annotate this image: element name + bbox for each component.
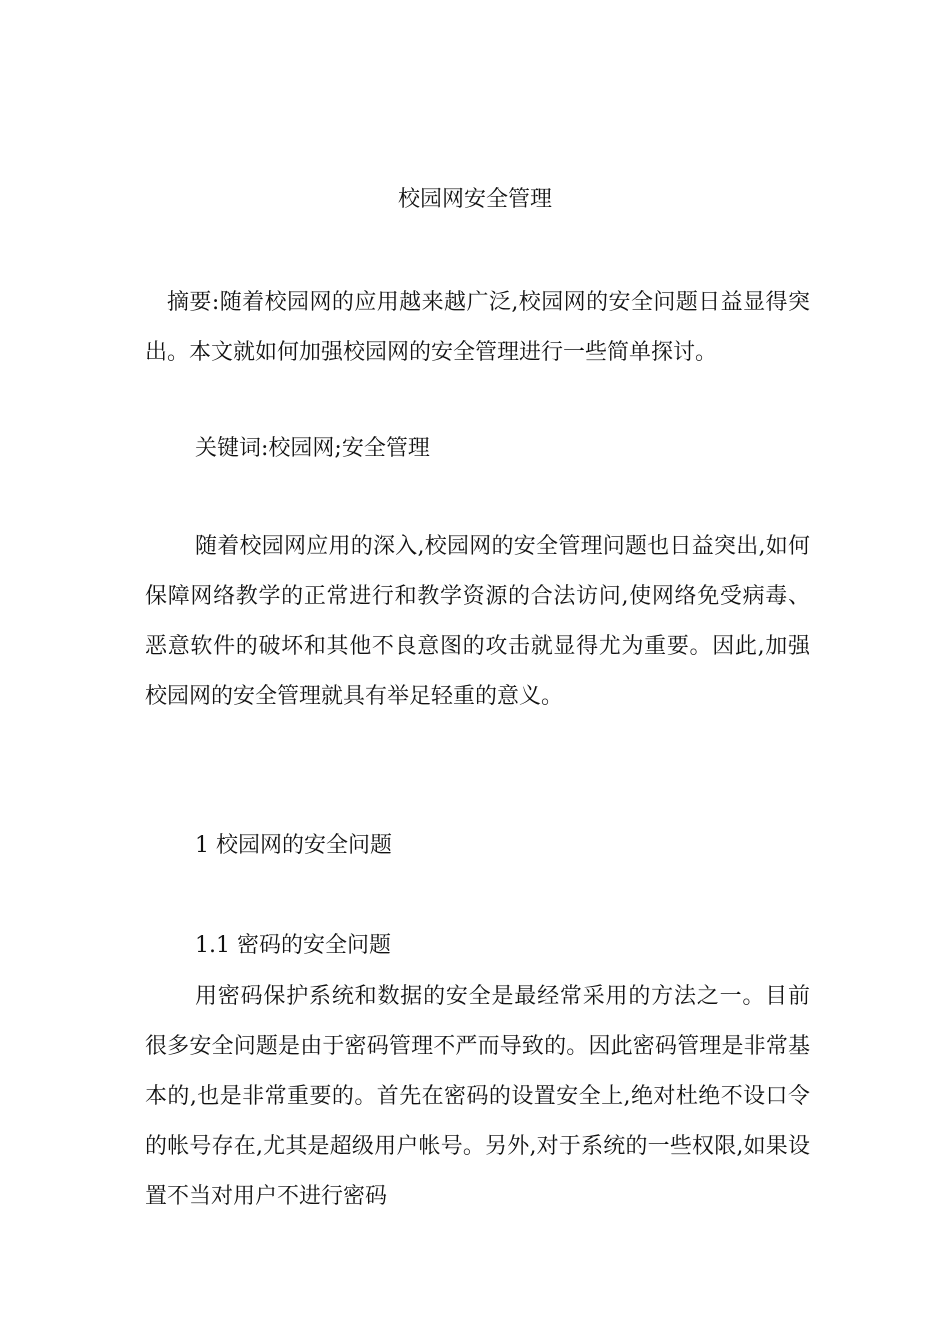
abstract-paragraph: 摘要:随着校园网的应用越来越广泛,校园网的安全问题日益显得突出。本文就如何加强校园网的安全管理进行一些简单探讨。: [145, 290, 810, 365]
keywords-line: 关键词:校园网;安全管理: [195, 436, 430, 461]
document-title: 校园网安全管理: [397, 187, 552, 212]
section-1-1-body: 用密码保护系统和数据的安全是最经常采用的方法之一。目前很多安全问题是由于密码管理不严而导致的。因此密码管理是非常基本的,也是非常重要的。首先在密码的设置安全上,绝对杜绝不设口令的帐号存在,尤其是超级用户帐号。另外,对于系统的一些权限,如果设置不当对用户不进行密码: [145, 984, 810, 1209]
intro-paragraph: 随着校园网应用的深入,校园网的安全管理问题也日益突出,如何保障网络教学的正常进行和教学资源的合法访问,使网络免受病毒、恶意软件的破坏和其他不良意图的攻击就显得尤为重要。因此,加强校园网的安全管理就具有举足轻重的意义。: [145, 534, 810, 709]
section-1-heading: 1 校园网的安全问题: [195, 833, 392, 858]
section-1-1-heading: 1.1 密码的安全问题: [195, 933, 391, 958]
